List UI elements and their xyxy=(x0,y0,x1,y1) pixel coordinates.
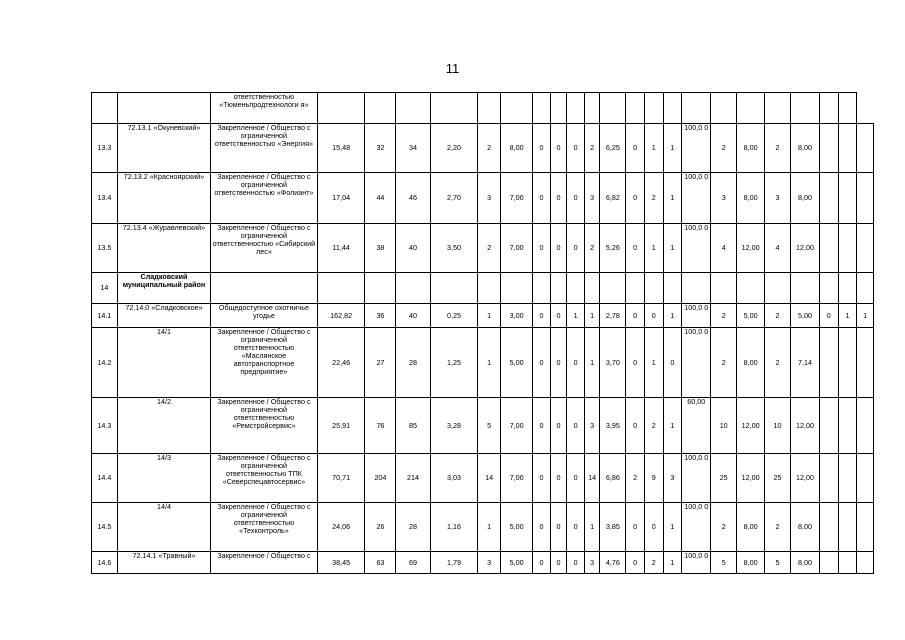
value-cell xyxy=(819,173,838,224)
value-cell xyxy=(838,398,857,454)
value-cell: 0 xyxy=(550,304,567,328)
table-row xyxy=(92,304,874,328)
value-cell: 5 xyxy=(765,552,791,574)
value-cell: 2 xyxy=(478,124,501,173)
page-number: 11 xyxy=(445,61,460,76)
value-cell: 8,00 xyxy=(737,124,765,173)
value-cell xyxy=(790,273,819,304)
value-cell: 1 xyxy=(567,304,585,328)
area-name-cell: 14/2 xyxy=(117,398,210,454)
row-number-cell: 14.4 xyxy=(92,454,118,503)
value-cell: 2 xyxy=(765,503,791,552)
value-cell: 46 xyxy=(396,173,430,224)
value-cell xyxy=(838,328,857,398)
value-cell: 0 xyxy=(626,124,645,173)
value-cell: 63 xyxy=(365,552,396,574)
value-cell: 12,00 xyxy=(790,398,819,454)
value-cell: 0 xyxy=(533,454,551,503)
value-cell: 1,16 xyxy=(430,503,478,552)
value-cell: 0 xyxy=(550,328,567,398)
value-cell xyxy=(819,124,838,173)
value-cell: 2 xyxy=(584,224,600,273)
value-cell: 0 xyxy=(626,224,645,273)
value-cell: 8,00 xyxy=(790,173,819,224)
table-row xyxy=(92,328,874,398)
value-cell: 7,00 xyxy=(501,224,533,273)
value-cell xyxy=(857,454,874,503)
value-cell xyxy=(857,552,874,574)
value-cell xyxy=(600,273,626,304)
value-cell: 5,26 xyxy=(600,224,626,273)
value-cell: 3,85 xyxy=(600,503,626,552)
value-cell: 3 xyxy=(584,398,600,454)
value-cell: 2 xyxy=(644,398,663,454)
owner-cell xyxy=(211,273,318,304)
value-cell: 11,44 xyxy=(317,224,365,273)
value-cell: 7,14 xyxy=(790,328,819,398)
value-cell xyxy=(857,224,874,273)
value-cell xyxy=(838,454,857,503)
value-cell xyxy=(663,273,682,304)
value-cell: 26 xyxy=(365,503,396,552)
value-cell: 3 xyxy=(584,173,600,224)
area-name-cell: Сладковский муниципальный район xyxy=(117,273,210,304)
value-cell: 3 xyxy=(478,173,501,224)
value-cell: 0 xyxy=(567,398,585,454)
value-cell: 27 xyxy=(365,328,396,398)
value-cell: 1 xyxy=(663,503,682,552)
value-cell: 0 xyxy=(626,398,645,454)
value-cell: 4,76 xyxy=(600,552,626,574)
value-cell: 1 xyxy=(644,328,663,398)
value-cell: 8,00 xyxy=(790,552,819,574)
value-cell: 0 xyxy=(819,304,838,328)
value-cell: 36 xyxy=(365,304,396,328)
value-cell: 100,0 0 xyxy=(682,304,711,328)
value-cell: 0 xyxy=(550,173,567,224)
value-cell xyxy=(430,273,478,304)
value-cell: 5,00 xyxy=(790,304,819,328)
value-cell: 0 xyxy=(550,124,567,173)
value-cell: 1 xyxy=(584,328,600,398)
value-cell xyxy=(819,503,838,552)
owner-cell: ответственностью «Тюменьпродтехнологи я» xyxy=(211,93,318,124)
value-cell: 2,70 xyxy=(430,173,478,224)
value-cell: 2 xyxy=(644,552,663,574)
table-row xyxy=(92,93,874,124)
value-cell: 1 xyxy=(663,304,682,328)
value-cell xyxy=(533,273,551,304)
area-name-cell: 72.13.2 «Красноярский» xyxy=(117,173,210,224)
value-cell: 32 xyxy=(365,124,396,173)
value-cell: 1 xyxy=(644,124,663,173)
value-cell: 8,00 xyxy=(790,503,819,552)
value-cell: 6,25 xyxy=(600,124,626,173)
value-cell: 0 xyxy=(567,173,585,224)
value-cell: 38,45 xyxy=(317,552,365,574)
value-cell xyxy=(682,273,711,304)
value-cell: 3 xyxy=(765,173,791,224)
value-cell xyxy=(737,273,765,304)
value-cell: 40 xyxy=(396,304,430,328)
value-cell: 1 xyxy=(663,173,682,224)
value-cell: 3,95 xyxy=(600,398,626,454)
value-cell: 0 xyxy=(644,503,663,552)
value-cell: 0 xyxy=(567,328,585,398)
value-cell: 2 xyxy=(711,304,737,328)
value-cell: 204 xyxy=(365,454,396,503)
value-cell xyxy=(550,273,567,304)
value-cell: 2 xyxy=(478,224,501,273)
owner-cell: Закрепленное / Общество с ограниченной ответственностью «Ремстройсервис» xyxy=(211,398,318,454)
value-cell xyxy=(765,273,791,304)
row-number-cell: 13.5 xyxy=(92,224,118,273)
value-cell xyxy=(857,124,874,173)
area-name-cell: 72.13.4 «Журавлевский» xyxy=(117,224,210,273)
value-cell: 1 xyxy=(584,304,600,328)
value-cell: 0 xyxy=(550,398,567,454)
value-cell: 34 xyxy=(396,124,430,173)
value-cell: 2 xyxy=(626,454,645,503)
row-number-cell: 14.5 xyxy=(92,503,118,552)
value-cell xyxy=(838,273,857,304)
value-cell: 28 xyxy=(396,328,430,398)
owner-cell: Закрепленное / Общество с ограниченной ответственностью «Маслянское автотранспортное предприятие» xyxy=(211,328,318,398)
value-cell: 8,00 xyxy=(501,124,533,173)
value-cell: 2 xyxy=(765,124,791,173)
table-row xyxy=(92,503,874,552)
value-cell: 1 xyxy=(478,503,501,552)
value-cell xyxy=(819,552,838,574)
value-cell: 0,25 xyxy=(430,304,478,328)
value-cell: 0 xyxy=(567,552,585,574)
value-cell: 5,00 xyxy=(501,328,533,398)
value-cell xyxy=(584,273,600,304)
value-cell xyxy=(857,503,874,552)
value-cell xyxy=(819,273,838,304)
owner-cell: Закрепленное / Общество с ограниченной ответственностью «Техконтроль» xyxy=(211,503,318,552)
value-cell: 1,79 xyxy=(430,552,478,574)
value-cell xyxy=(317,273,365,304)
row-number-cell: 14.6 xyxy=(92,552,118,574)
value-cell: 12,00 xyxy=(737,454,765,503)
value-cell: 1 xyxy=(663,398,682,454)
value-cell: 100,0 0 xyxy=(682,454,711,503)
hunting-grounds-table xyxy=(91,92,874,574)
value-cell: 2,78 xyxy=(600,304,626,328)
value-cell: 2,20 xyxy=(430,124,478,173)
value-cell xyxy=(819,224,838,273)
value-cell: 15,48 xyxy=(317,124,365,173)
value-cell: 2 xyxy=(711,503,737,552)
value-cell: 3,70 xyxy=(600,328,626,398)
value-cell: 6,82 xyxy=(600,173,626,224)
value-cell: 0 xyxy=(533,173,551,224)
value-cell: 25 xyxy=(765,454,791,503)
value-cell: 7,00 xyxy=(501,173,533,224)
table-row xyxy=(92,224,874,273)
value-cell: 0 xyxy=(533,328,551,398)
value-cell: 1 xyxy=(478,304,501,328)
value-cell: 2 xyxy=(765,304,791,328)
owner-cell: Закрепленное / Общество с ограниченной ответственностью «Фолиант» xyxy=(211,173,318,224)
value-cell xyxy=(857,273,874,304)
table-row xyxy=(92,398,874,454)
value-cell: 8,00 xyxy=(790,124,819,173)
value-cell: 0 xyxy=(567,503,585,552)
value-cell: 7,00 xyxy=(501,454,533,503)
value-cell: 2 xyxy=(765,328,791,398)
area-name-cell: 14/1 xyxy=(117,328,210,398)
value-cell: 7,00 xyxy=(501,398,533,454)
owner-cell: Закрепленное / Общество с ограниченной ответственностью ТПК «Северспецавтосервис» xyxy=(211,454,318,503)
value-cell xyxy=(501,273,533,304)
row-number-cell: 13.3 xyxy=(92,124,118,173)
value-cell: 1 xyxy=(663,552,682,574)
value-cell: 0 xyxy=(533,224,551,273)
value-cell: 25 xyxy=(711,454,737,503)
value-cell: 162,82 xyxy=(317,304,365,328)
value-cell: 14 xyxy=(584,454,600,503)
value-cell: 69 xyxy=(396,552,430,574)
value-cell: 214 xyxy=(396,454,430,503)
table-row xyxy=(92,124,874,173)
row-number-cell: 14.1 xyxy=(92,304,118,328)
value-cell: 100,0 0 xyxy=(682,328,711,398)
value-cell: 8,00 xyxy=(737,552,765,574)
value-cell: 0 xyxy=(533,552,551,574)
value-cell xyxy=(711,273,737,304)
value-cell: 76 xyxy=(365,398,396,454)
value-cell: 22,46 xyxy=(317,328,365,398)
value-cell xyxy=(857,328,874,398)
value-cell: 12,00 xyxy=(790,454,819,503)
owner-cell: Общедоступное охотничье угодье xyxy=(211,304,318,328)
value-cell: 0 xyxy=(550,224,567,273)
value-cell: 0 xyxy=(533,304,551,328)
value-cell: 3,28 xyxy=(430,398,478,454)
row-number-cell: 14 xyxy=(92,273,118,304)
table-row xyxy=(92,173,874,224)
value-cell: 5 xyxy=(478,398,501,454)
value-cell: 12,00 xyxy=(790,224,819,273)
value-cell: 3 xyxy=(663,454,682,503)
value-cell: 12,00 xyxy=(737,224,765,273)
value-cell: 0 xyxy=(567,224,585,273)
cell xyxy=(117,93,210,124)
value-cell: 4 xyxy=(711,224,737,273)
value-cell: 14 xyxy=(478,454,501,503)
value-cell: 1 xyxy=(584,503,600,552)
area-name-cell: 14/3 xyxy=(117,454,210,503)
value-cell: 0 xyxy=(567,124,585,173)
owner-cell: Закрепленное / Общество с ограниченной ответственностью «Сибирский лес» xyxy=(211,224,318,273)
value-cell: 1 xyxy=(663,224,682,273)
value-cell: 100,0 0 xyxy=(682,124,711,173)
value-cell: 1 xyxy=(478,328,501,398)
value-cell: 8,00 xyxy=(737,503,765,552)
value-cell: 1 xyxy=(644,224,663,273)
value-cell: 0 xyxy=(533,124,551,173)
value-cell: 28 xyxy=(396,503,430,552)
value-cell: 6,86 xyxy=(600,454,626,503)
value-cell: 100,0 0 xyxy=(682,224,711,273)
value-cell: 10 xyxy=(765,398,791,454)
value-cell: 10 xyxy=(711,398,737,454)
area-name-cell: 14/4 xyxy=(117,503,210,552)
row-number-cell: 14.3 xyxy=(92,398,118,454)
value-cell: 3,03 xyxy=(430,454,478,503)
value-cell xyxy=(838,224,857,273)
value-cell xyxy=(857,398,874,454)
value-cell: 0 xyxy=(567,454,585,503)
value-cell: 0 xyxy=(626,173,645,224)
area-name-cell: 72.14.1 «Травный» xyxy=(117,552,210,574)
value-cell: 40 xyxy=(396,224,430,273)
cell xyxy=(92,93,118,124)
value-cell: 38 xyxy=(365,224,396,273)
owner-cell: Закрепленное / Общество с ограниченной ответственностью «Энергия» xyxy=(211,124,318,173)
value-cell: 5,00 xyxy=(501,503,533,552)
value-cell: 5 xyxy=(711,552,737,574)
value-cell xyxy=(626,273,645,304)
value-cell: 0 xyxy=(533,398,551,454)
value-cell: 0 xyxy=(663,328,682,398)
value-cell: 25,91 xyxy=(317,398,365,454)
row-number-cell: 13.4 xyxy=(92,173,118,224)
value-cell: 0 xyxy=(550,503,567,552)
value-cell: 1,25 xyxy=(430,328,478,398)
value-cell: 2 xyxy=(711,328,737,398)
value-cell xyxy=(396,273,430,304)
value-cell: 1 xyxy=(838,304,857,328)
value-cell: 0 xyxy=(626,552,645,574)
value-cell: 3,50 xyxy=(430,224,478,273)
table-row xyxy=(92,273,874,304)
value-cell xyxy=(838,124,857,173)
value-cell xyxy=(478,273,501,304)
value-cell: 60,00 xyxy=(682,398,711,454)
value-cell xyxy=(644,273,663,304)
value-cell: 8,00 xyxy=(737,328,765,398)
value-cell: 3 xyxy=(584,552,600,574)
value-cell: 8,00 xyxy=(737,173,765,224)
value-cell xyxy=(838,503,857,552)
value-cell xyxy=(819,454,838,503)
value-cell: 100,0 0 xyxy=(682,552,711,574)
row-number-cell: 14.2 xyxy=(92,328,118,398)
value-cell: 0 xyxy=(626,328,645,398)
value-cell xyxy=(819,328,838,398)
value-cell: 2 xyxy=(711,124,737,173)
table-row xyxy=(92,552,874,574)
value-cell: 24,06 xyxy=(317,503,365,552)
value-cell: 0 xyxy=(626,304,645,328)
area-name-cell: 72.14.0 «Сладковское» xyxy=(117,304,210,328)
value-cell: 44 xyxy=(365,173,396,224)
value-cell: 5,00 xyxy=(501,552,533,574)
value-cell: 5,00 xyxy=(737,304,765,328)
owner-cell: Закрепленное / Общество с xyxy=(211,552,318,574)
value-cell: 100,0 0 xyxy=(682,173,711,224)
value-cell: 12,00 xyxy=(737,398,765,454)
value-cell: 0 xyxy=(550,552,567,574)
value-cell: 100,0 0 xyxy=(682,503,711,552)
table-row xyxy=(92,454,874,503)
value-cell: 4 xyxy=(765,224,791,273)
value-cell xyxy=(838,552,857,574)
value-cell: 85 xyxy=(396,398,430,454)
value-cell: 0 xyxy=(533,503,551,552)
value-cell: 9 xyxy=(644,454,663,503)
area-name-cell: 72.13.1 «Окуневский» xyxy=(117,124,210,173)
value-cell xyxy=(365,273,396,304)
value-cell: 1 xyxy=(663,124,682,173)
value-cell: 1 xyxy=(857,304,874,328)
value-cell: 2 xyxy=(644,173,663,224)
value-cell xyxy=(857,173,874,224)
value-cell xyxy=(838,173,857,224)
value-cell: 0 xyxy=(550,454,567,503)
value-cell: 17,04 xyxy=(317,173,365,224)
value-cell: 3 xyxy=(711,173,737,224)
value-cell xyxy=(567,273,585,304)
value-cell xyxy=(819,398,838,454)
value-cell: 70,71 xyxy=(317,454,365,503)
value-cell: 0 xyxy=(626,503,645,552)
value-cell: 0 xyxy=(644,304,663,328)
value-cell: 3,00 xyxy=(501,304,533,328)
value-cell: 3 xyxy=(478,552,501,574)
value-cell: 2 xyxy=(584,124,600,173)
